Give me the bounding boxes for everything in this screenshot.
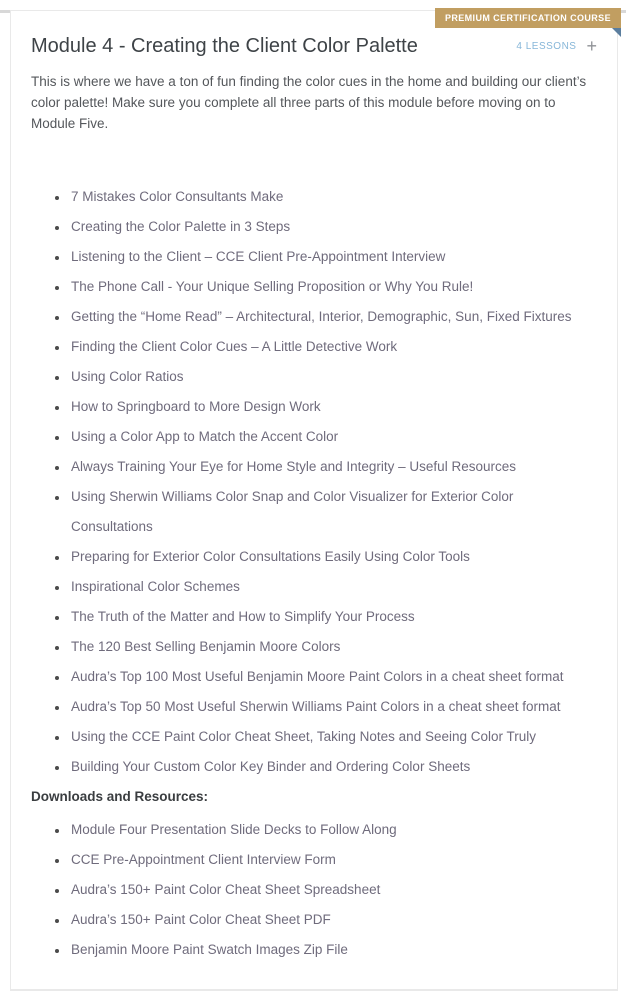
lesson-item[interactable]: • Getting the “Home Read” – Architectural, Interior, Demographic, Sun, Fixed Fixtures: [69, 302, 597, 332]
lesson-item[interactable]: • 7 Mistakes Color Consultants Make: [69, 182, 597, 212]
download-item[interactable]: • Audra’s 150+ Paint Color Cheat Sheet Spreadsheet: [69, 875, 597, 905]
lesson-item[interactable]: • Using Color Ratios: [69, 362, 597, 392]
download-item[interactable]: • Module Four Presentation Slide Decks to Follow Along: [69, 815, 597, 845]
download-item[interactable]: • Audra’s 150+ Paint Color Cheat Sheet PDF: [69, 905, 597, 935]
lessons-count-link[interactable]: 4 LESSONS: [516, 40, 577, 52]
lesson-item[interactable]: • Finding the Client Color Cues – A Little Detective Work: [69, 332, 597, 362]
lesson-item[interactable]: • Audra’s Top 100 Most Useful Benjamin Moore Paint Colors in a cheat sheet format: [69, 662, 597, 692]
download-item[interactable]: • Benjamin Moore Paint Swatch Images Zip File: [69, 935, 597, 965]
module-header: [31, 33, 597, 59]
lesson-item[interactable]: • Using a Color App to Match the Accent Color: [69, 422, 597, 452]
downloads-list: [31, 815, 597, 965]
lesson-item[interactable]: • Always Training Your Eye for Home Style and Integrity – Useful Resources: [69, 452, 597, 482]
lessons-list: [31, 182, 597, 782]
premium-course-badge-label: PREMIUM CERTIFICATION COURSE: [444, 13, 611, 23]
lesson-item[interactable]: • How to Springboard to More Design Work: [69, 392, 597, 422]
lesson-item[interactable]: • Inspirational Color Schemes: [69, 572, 597, 602]
lesson-item[interactable]: • Using the CCE Paint Color Cheat Sheet, Taking Notes and Seeing Color Truly: [69, 722, 597, 752]
lesson-item[interactable]: • The Phone Call - Your Unique Selling Proposition or Why You Rule!: [69, 272, 597, 302]
downloads-heading: Downloads and Resources:: [31, 789, 209, 804]
lesson-item[interactable]: • Preparing for Exterior Color Consultations Easily Using Color Tools: [69, 542, 597, 572]
lesson-item[interactable]: • Building Your Custom Color Key Binder and Ordering Color Sheets: [69, 752, 597, 782]
lesson-item[interactable]: • The Truth of the Matter and How to Simplify Your Process: [69, 602, 597, 632]
download-item[interactable]: • CCE Pre-Appointment Client Interview Form: [69, 845, 597, 875]
expand-plus-icon[interactable]: +: [586, 36, 597, 56]
module-card: [10, 10, 618, 991]
lessons-meta[interactable]: [516, 36, 597, 56]
badge-fold-triangle-icon: [612, 28, 621, 37]
premium-course-badge: [435, 8, 621, 28]
lesson-item[interactable]: • Listening to the Client – CCE Client Pre-Appointment Interview: [69, 242, 597, 272]
lesson-item[interactable]: • Using Sherwin Williams Color Snap and Color Visualizer for Exterior Color Consultations: [69, 482, 597, 542]
lesson-item[interactable]: • Audra’s Top 50 Most Useful Sherwin Williams Paint Colors in a cheat sheet format: [69, 692, 597, 722]
module-title: Module 4 - Creating the Client Color Palette: [31, 35, 418, 57]
lesson-item[interactable]: • Creating the Color Palette in 3 Steps: [69, 212, 597, 242]
lesson-item[interactable]: • The 120 Best Selling Benjamin Moore Colors: [69, 632, 597, 662]
module-description: This is where we have a ton of fun finding the color cues in the home and building our client’s color palette! Make sure you complete all three parts of this module before moving on to Module Five.: [31, 74, 587, 131]
